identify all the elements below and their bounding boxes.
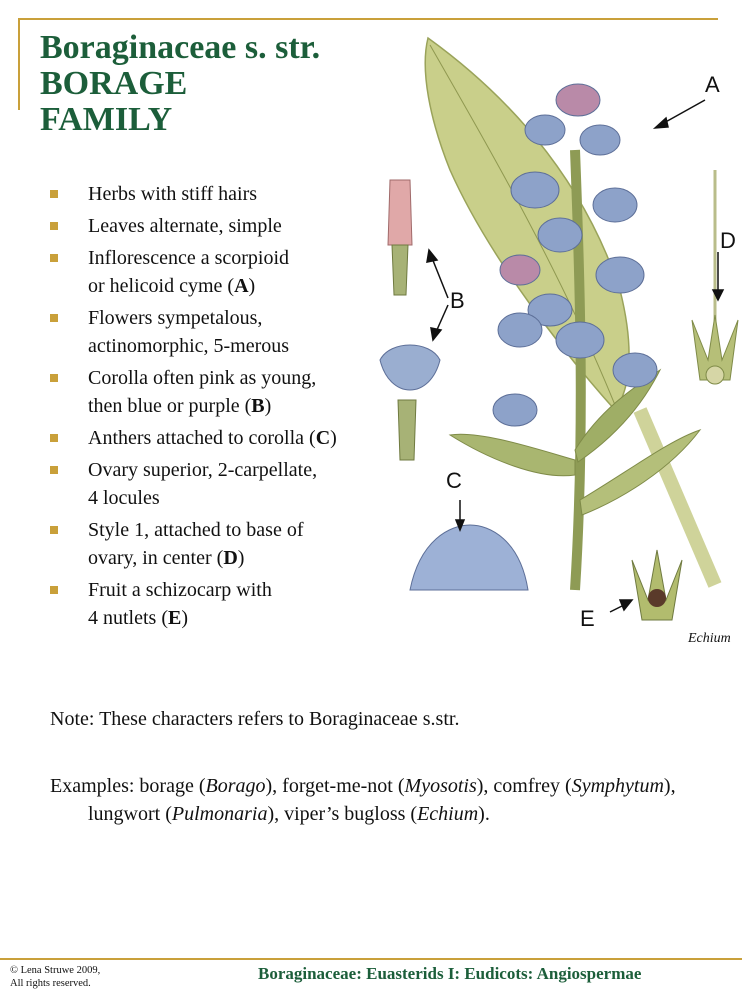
list-item: Ovary superior, 2-carpellate, 4 locules <box>50 456 390 512</box>
character-list <box>50 180 390 636</box>
title-line-3: FAMILY <box>40 101 173 138</box>
label-e: E <box>580 606 595 631</box>
list-item: Style 1, attached to base of ovary, in center (D) <box>50 516 390 572</box>
list-item: Flowers sympetalous, actinomorphic, 5-merous <box>50 304 390 360</box>
label-b: B <box>450 288 465 313</box>
main-stem <box>575 150 581 590</box>
label-a: A <box>705 72 720 97</box>
list-item: Fruit a schizocarp with 4 nutlets (E) <box>50 576 390 632</box>
list-item: Anthers attached to corolla (C) <box>50 424 390 452</box>
bottom-rule <box>0 958 742 960</box>
flower-b-pink <box>388 180 412 295</box>
left-rule <box>18 18 20 110</box>
note-text: Note: These characters refers to Boraginaceae s.str. <box>50 708 460 730</box>
page-title <box>40 30 320 138</box>
copyright: © Lena Struwe 2009, All rights reserved. <box>10 965 101 989</box>
examples-paragraph: Examples: borage (Borago), forget-me-not (Myosotis), comfrey (Symphytum), lungwort (Pulmonaria), viper’s bugloss (Echium). <box>50 775 676 825</box>
calyx-d <box>692 170 738 384</box>
illustration-caption: Echium <box>688 631 731 646</box>
flower-b-blue <box>380 345 440 460</box>
footer-title: Boraginaceae: Euasterids I: Eudicots: Angiospermae <box>258 964 642 983</box>
fruit-e <box>632 550 682 620</box>
list-item: Inflorescence a scorpioid or helicoid cyme (A) <box>50 244 390 300</box>
label-c: C <box>446 468 462 493</box>
top-rule <box>18 18 718 20</box>
list-item: Herbs with stiff hairs <box>50 180 390 208</box>
title-line-1: Boraginaceae s. str. <box>40 29 321 66</box>
label-d: D <box>720 228 736 253</box>
list-item: Leaves alternate, simple <box>50 212 390 240</box>
list-item: Corolla often pink as young, then blue or purple (B) <box>50 364 390 420</box>
echium-illustration <box>370 30 742 660</box>
lower-stem <box>640 410 715 585</box>
title-line-2: BORAGE <box>40 65 188 102</box>
corolla-c <box>410 525 528 590</box>
